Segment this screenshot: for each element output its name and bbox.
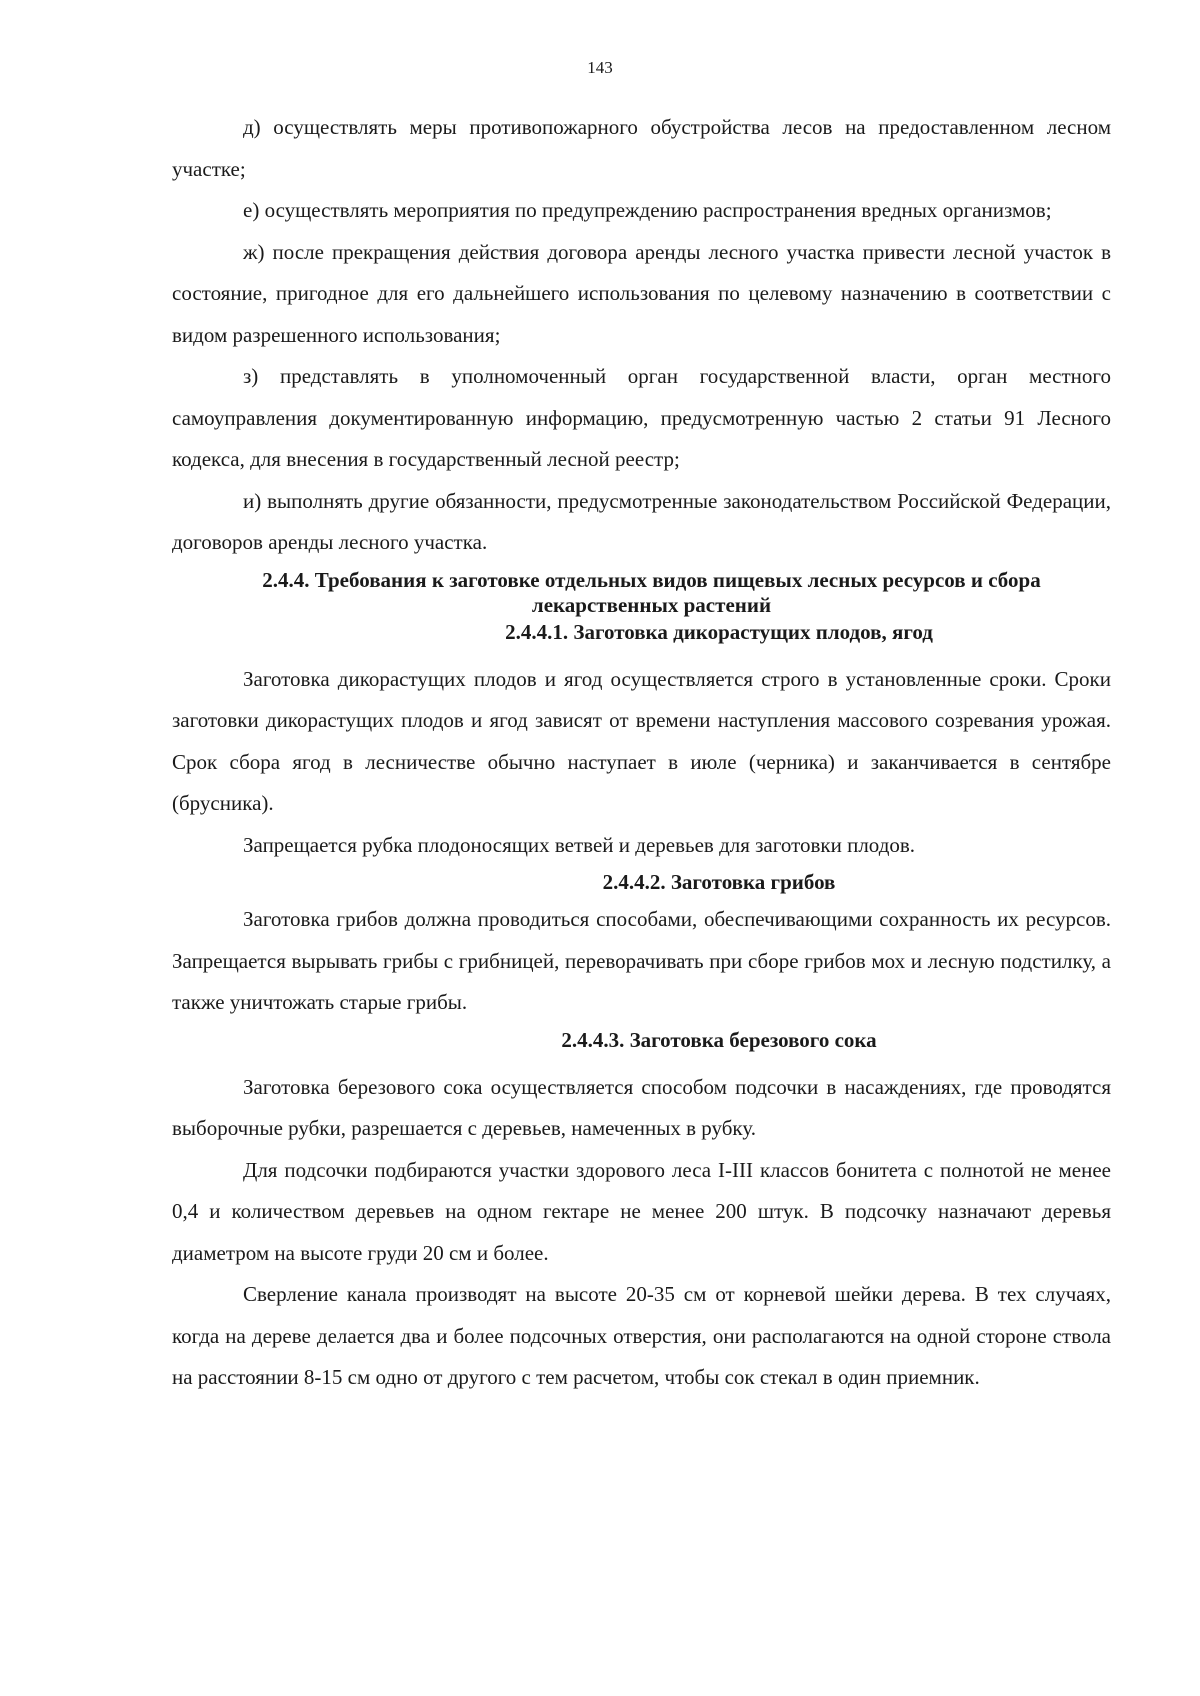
paragraph-e: е) осуществлять мероприятия по предупреждению распространения вредных организмов; — [243, 198, 1052, 222]
paragraph-birch-sap-2: Для подсочки подбираются участки здорового леса I-III классов бонитета с полнотой не менее 0,4 и количеством деревьев на одном гектаре не менее 200 штук. В подсочку назначают деревья диаметром на высоте груди 20 см и более. — [172, 1157, 1111, 1265]
page-content — [172, 107, 1111, 1399]
subsection-heading-birch-sap: 2.4.4.3. Заготовка березового сока — [561, 1027, 877, 1052]
paragraph-berries-1: Заготовка дикорастущих плодов и ягод осуществляется строго в установленные сроки. Сроки заготовки дикорастущих плодов и ягод зависят от времени наступления массового созревания урожая. Срок сбора ягод в лесничестве обычно наступает в июле (черника) и заканчивается в сентябре (брусника). — [172, 666, 1111, 815]
page-number: 143 — [587, 58, 613, 77]
paragraph-berries-2: Запрещается рубка плодоносящих ветвей и деревьев для заготовки плодов. — [243, 832, 916, 857]
subsection-heading-berries: 2.4.4.1. Заготовка дикорастущих плодов, ягод — [505, 619, 933, 644]
paragraph-birch-sap-1: Заготовка березового сока осуществляется способом подсочки в насаждениях, где проводятся выборочные рубки, разрешается с деревьев, намеченных в рубку. — [172, 1074, 1111, 1140]
paragraph-z: з) представлять в уполномоченный орган государственной власти, орган местного самоуправления документированную информацию, предусмотренную частью 2 статьи 91 Лесного кодекса, для внесения в государственный лесной реестр; — [172, 364, 1111, 471]
section-heading-line-1: 2.4.4. Требования к заготовке отдельных видов пищевых лесных ресурсов и сбора — [262, 567, 1041, 592]
paragraph-i: и) выполнять другие обязанности, предусмотренные законодательством Российской Федерации, договоров аренды лесного участка. — [172, 488, 1111, 554]
section-heading — [172, 568, 1111, 618]
section-heading-line-2: лекарственных растений — [531, 592, 772, 617]
paragraph-birch-sap-3: Сверление канала производят на высоте 20-35 см от корневой шейки дерева. В тех случаях, когда на дереве делается два и более подсочных отверстия, они располагаются на одной стороне ствола на расстоянии 8-15 см одно от другого с тем расчетом, чтобы сок стекал в один приемник. — [172, 1282, 1111, 1389]
paragraph-d: д) осуществлять меры противопожарного обустройства лесов на предоставленном лесном участке; — [172, 115, 1111, 181]
subsection-heading-mushrooms: 2.4.4.2. Заготовка грибов — [602, 870, 836, 894]
paragraph-zh: ж) после прекращения действия договора аренды лесного участка привести лесной участок в состояние, пригодное для его дальнейшего использования по целевому назначению в соответствии с видом разрешенного использования; — [172, 239, 1111, 347]
paragraph-mushrooms-1: Заготовка грибов должна проводиться способами, обеспечивающими сохранность их ресурсов. Запрещается вырывать грибы с грибницей, переворачивать при сборе грибов мох и лесную подстилку, а также уничтожать старые грибы. — [172, 907, 1111, 1014]
